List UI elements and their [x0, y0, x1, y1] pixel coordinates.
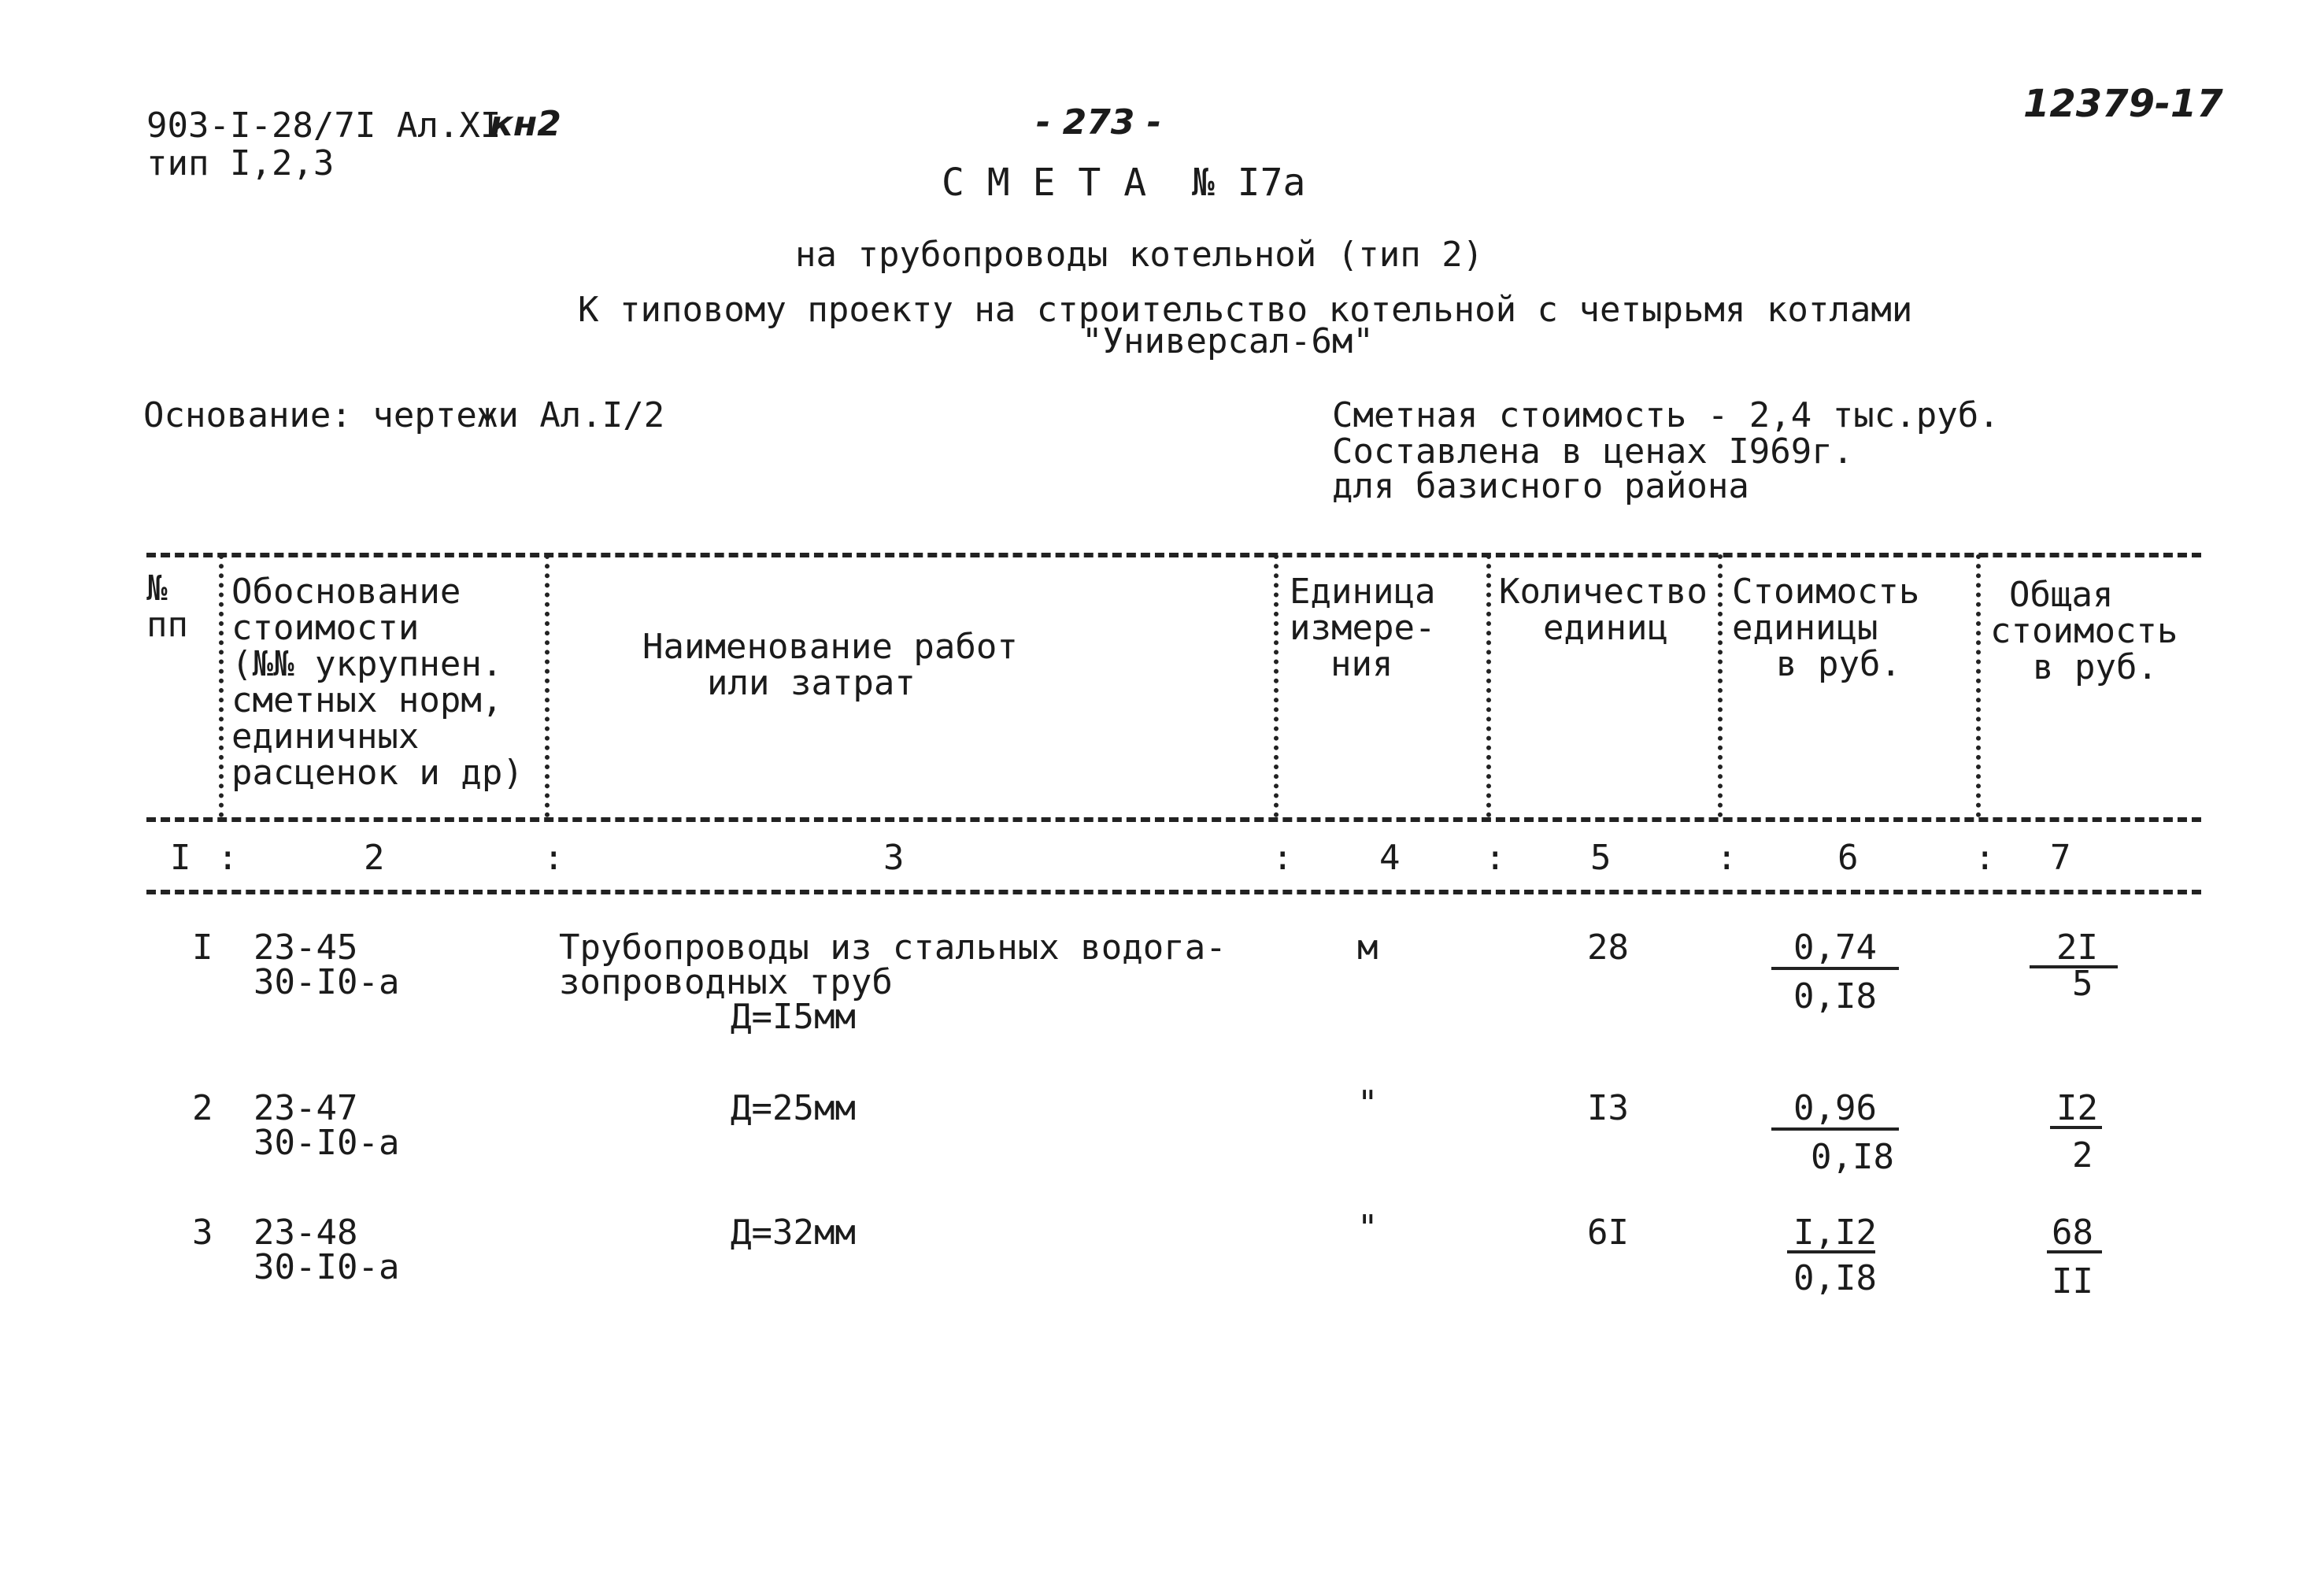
project-code: 903-I-28/7I Ал.XI	[146, 106, 501, 146]
row-quantity: 28	[1587, 927, 1629, 968]
column-number-separator: :	[1485, 838, 1506, 878]
row-unit-ditto: "	[1357, 1083, 1378, 1124]
row-quantity: 6I	[1587, 1213, 1629, 1253]
type-list: тип I,2,3	[146, 143, 335, 183]
column-divider	[1976, 554, 1981, 817]
row-quantity: I3	[1587, 1088, 1629, 1128]
row-price-code: 30-I0-а	[253, 1123, 400, 1163]
estimate-title: С М Е Т А № I7а	[942, 161, 1306, 205]
book-note-handwritten: кн2	[490, 104, 561, 144]
region-basis: для базисного района	[1332, 466, 1749, 506]
header-col2-line3: (№№ укрупнен.	[231, 644, 503, 684]
header-col6-line1: Стоимость	[1732, 572, 1920, 612]
column-divider	[545, 554, 550, 817]
row-number: I	[192, 927, 213, 968]
row-unit-ditto: "	[1357, 1208, 1378, 1248]
fraction-bar	[1771, 1127, 1899, 1131]
row-diameter: Д=25мм	[731, 1088, 856, 1128]
row-unit: м	[1357, 927, 1378, 968]
row-unit-cost-wages: 0,I8	[1811, 1137, 1894, 1177]
fraction-bar	[1771, 967, 1899, 970]
basis-drawings: Основание: чертежи Ал.I/2	[143, 395, 665, 435]
row-work-name: Трубопроводы из стальных водога-	[559, 927, 1227, 968]
boiler-model: "Универсал-6м"	[1082, 321, 1374, 361]
column-divider	[1274, 554, 1279, 817]
header-col7-line3: в руб.	[2033, 647, 2158, 687]
row-total-cost: 2I	[2056, 927, 2098, 968]
fraction-bar	[2047, 1250, 2102, 1253]
column-number-7: 7	[2050, 838, 2071, 878]
row-total-wages: II	[2052, 1261, 2093, 1301]
fraction-bar	[2050, 1126, 2102, 1129]
column-number-4: 4	[1379, 838, 1401, 878]
header-col2-line1: Обоснование	[231, 572, 461, 612]
row-total-wages: 2	[2072, 1135, 2093, 1176]
header-col2-line2: стоимости	[231, 608, 420, 648]
row-price-code: 30-I0-а	[253, 962, 400, 1002]
estimate-subtitle: на трубопроводы котельной (тип 2)	[795, 235, 1484, 275]
header-col4-line3: ния	[1330, 644, 1393, 684]
row-diameter: Д=I5мм	[731, 997, 856, 1037]
estimated-cost: Сметная стоимость - 2,4 тыс.руб.	[1332, 395, 2000, 435]
column-number-separator: :	[1716, 838, 1737, 878]
row-total-cost: 68	[2052, 1213, 2093, 1253]
column-number-separator: :	[217, 838, 239, 878]
row-norm-code: 23-47	[253, 1088, 358, 1128]
row-norm-code: 23-48	[253, 1213, 358, 1253]
row-number: 2	[192, 1088, 213, 1128]
header-col4-line1: Единица	[1290, 572, 1436, 612]
column-number-1: I	[170, 838, 191, 878]
fraction-bar	[1787, 1250, 1875, 1253]
column-divider	[1718, 554, 1723, 817]
row-number: 3	[192, 1213, 213, 1253]
row-unit-cost-total: I,I2	[1793, 1213, 1877, 1253]
row-unit-cost-wages: 0,I8	[1793, 1258, 1877, 1298]
header-col5-line1: Количество	[1499, 572, 1708, 612]
price-basis: Составлена в ценах I969г.	[1332, 431, 1854, 472]
column-number-3: 3	[883, 838, 905, 878]
row-total-wages: 5	[2072, 964, 2093, 1004]
project-description: К типовому проекту на строительство котельной с четырьмя котлами	[578, 290, 1913, 330]
column-divider	[1486, 554, 1491, 817]
row-unit-cost-total: 0,74	[1793, 927, 1877, 968]
header-col2-line5: единичных	[231, 716, 420, 757]
column-divider	[219, 554, 224, 817]
row-price-code: 30-I0-а	[253, 1247, 400, 1287]
column-number-separator: :	[1974, 838, 1996, 878]
column-number-2: 2	[364, 838, 385, 878]
header-col3-line2: или затрат	[707, 663, 916, 703]
header-col2-line6: расценок и др)	[231, 753, 524, 793]
header-col6-line3: в руб.	[1776, 644, 1901, 684]
row-total-cost: I2	[2056, 1088, 2098, 1128]
column-number-6: 6	[1837, 838, 1859, 878]
header-col3-line1: Наименование работ	[642, 627, 1018, 667]
row-diameter: Д=32мм	[731, 1213, 856, 1253]
row-work-name: зопроводных труб	[559, 962, 893, 1002]
header-col2-line4: сметных норм,	[231, 680, 503, 720]
row-unit-cost-total: 0,96	[1793, 1088, 1877, 1128]
header-col7-line2: стоимость	[1990, 611, 2178, 651]
row-unit-cost-wages: 0,I8	[1793, 976, 1877, 1016]
column-number-separator: :	[1272, 838, 1293, 878]
archive-number: 12379-17	[2023, 82, 2223, 126]
table-top-rule	[146, 553, 2201, 557]
column-numbers-rule	[146, 890, 2201, 894]
header-col4-line2: измере-	[1290, 608, 1436, 648]
page-number: - 273 -	[1036, 102, 1162, 143]
column-number-separator: :	[543, 838, 564, 878]
header-col1-line2: пп	[146, 605, 188, 645]
row-norm-code: 23-45	[253, 927, 358, 968]
column-number-5: 5	[1590, 838, 1612, 878]
header-col6-line2: единицы	[1732, 608, 1878, 648]
header-col7-line1: Общая	[2009, 575, 2114, 615]
header-col1-line1: №	[146, 568, 168, 609]
header-bottom-rule	[146, 817, 2201, 822]
header-col5-line2: единиц	[1543, 608, 1668, 648]
